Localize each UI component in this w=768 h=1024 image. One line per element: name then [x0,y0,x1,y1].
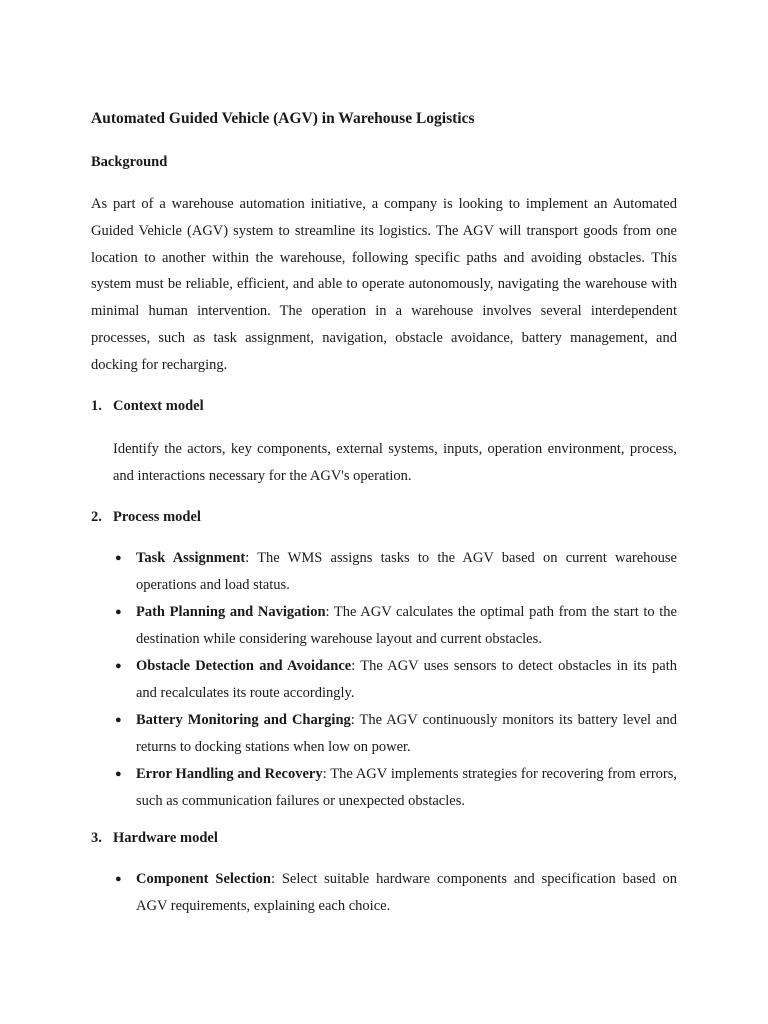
bullet-icon: ● [115,873,122,885]
section-number: 3. [91,830,102,846]
bullet-text: : Select suitable hardware components and specification based on AGV requirements, explaining each choice. [136,871,677,914]
document-title: Automated Guided Vehicle (AGV) in Warehouse Logistics [91,110,475,127]
section-title: Context model [113,398,204,414]
list-item [113,866,677,920]
bullet-icon: ● [115,768,122,780]
list-item [113,653,677,707]
bullet-term: Battery Monitoring and Charging [136,712,351,728]
background-paragraph: As part of a warehouse automation initiative, a company is looking to implement an Automated Guided Vehicle (AGV) system to streamline its logistics. The AGV will transport goods from one location to another within the warehouse, following specific paths and avoiding obstacles. This system must be reliable, efficient, and able to operate autonomously, navigating the warehouse with minimal human intervention. The operation in a warehouse involves several interdependent processes, such as task assignment, navigation, obstacle avoidance, battery management, and docking for recharging. [91,196,677,373]
bullet-text: : The WMS assigns tasks to the AGV based on current warehouse operations and load status. [136,550,677,593]
section-heading-process-model [91,509,201,526]
bullet-term: Obstacle Detection and Avoidance [136,658,352,674]
list-item [113,599,677,653]
bullet-term: Path Planning and Navigation [136,604,326,620]
bullet-term: Task Assignment [136,550,246,566]
bullet-term: Component Selection [136,871,271,887]
bullet-icon: ● [115,552,122,564]
list-item [113,545,677,599]
bullet-text: : The AGV calculates the optimal path from the start to the destination while considering warehouse layout and current obstacles. [136,604,677,647]
section-title: Process model [113,509,201,525]
context-model-paragraph: Identify the actors, key components, external systems, inputs, operation environment, process, and interactions necessary for the AGV's operation. [113,441,677,484]
bullet-icon: ● [115,606,122,618]
bullet-icon: ● [115,660,122,672]
list-item [113,761,677,815]
process-model-list [113,545,677,815]
background-heading: Background [91,154,168,170]
section-title: Hardware model [113,830,218,846]
bullet-text: : The AGV continuously monitors its battery level and returns to docking stations when low on power. [136,712,677,755]
section-number: 1. [91,398,102,414]
bullet-term: Error Handling and Recovery [136,766,323,782]
list-item [113,707,677,761]
bullet-text: : The AGV implements strategies for recovering from errors, such as communication failures or unexpected obstacles. [136,766,677,809]
section-heading-context-model [91,398,204,415]
bullet-icon: ● [115,714,122,726]
section-number: 2. [91,509,102,525]
section-heading-hardware-model [91,830,218,847]
hardware-model-list [113,866,677,920]
bullet-text: : The AGV uses sensors to detect obstacles in its path and recalculates its route accordingly. [136,658,677,701]
